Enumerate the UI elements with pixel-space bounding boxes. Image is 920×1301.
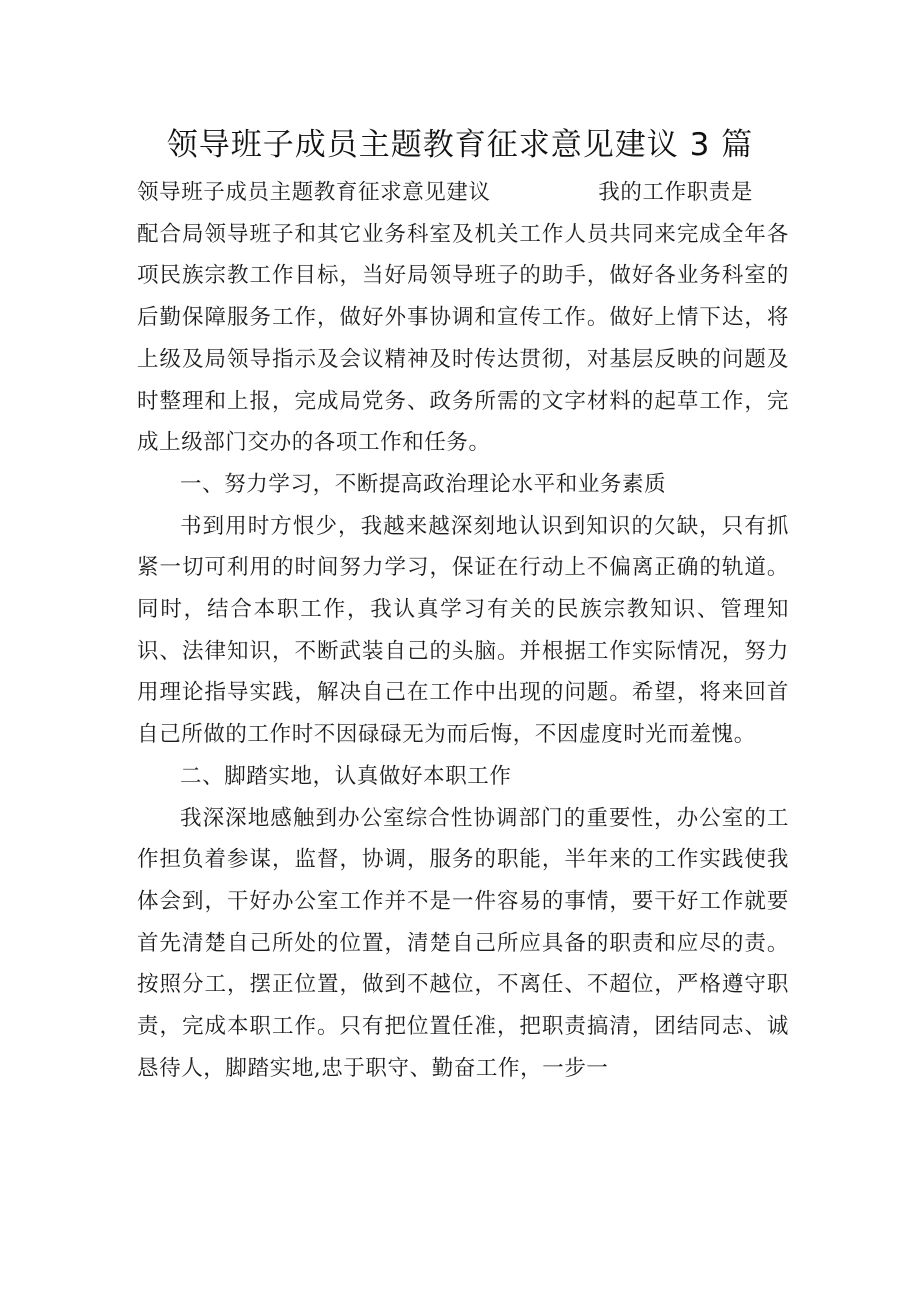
lead-line (137, 172, 789, 214)
section-heading-work: 二、脚踏实地，认真做好本职工作 (180, 763, 512, 789)
document-title: 领导班子成员主题教育征求意见建议 3 篇 (166, 127, 754, 163)
paragraph-duties: 配合局领导班子和其它业务科室及机关工作人员共同来完成全年各项民族宗教工作目标，当好局领导班子的助手，做好各业务科室的后勤保障服务工作，做好外事协调和宣传工作。做好上情下达，将上级及局领导指示及会议精神及时传达贯彻，对基层反映的问题及时整理和上报，完成局党务、政务所需的文字材料的起草工作，完成上级部门交办的各项工作和任务。 (137, 221, 789, 456)
section-heading-study: 一、努力学习，不断提高政治理论水平和业务素质 (180, 471, 667, 497)
lead-line-left: 领导班子成员主题教育征求意见建议 (137, 180, 491, 205)
paragraph-study: 书到用时方恨少，我越来越深刻地认识到知识的欠缺，只有抓紧一切可利用的时间努力学习，保证在行动上不偏离正确的轨道。同时，结合本职工作，我认真学习有关的民族宗教知识、管理知识、法律知识，不断武装自己的头脑。并根据工作实际情况，努力用理论指导实践，解决自己在工作中出现的问题。希望，将来回首自己所做的工作时不因碌碌无为而后悔，不因虚度时光而羞愧。 (137, 513, 789, 748)
paragraph-work: 我深深地感触到办公室综合性协调部门的重要性，办公室的工作担负着参谋，监督，协调，服务的职能，半年来的工作实践使我体会到，干好办公室工作并不是一件容易的事情，要干好工作就要首先清楚自己所处的位置，清楚自己所应具备的职责和应尽的责。按照分工，摆正位置，做到不越位，不离任、不超位，严格遵守职责，完成本职工作。只有把位置任准，把职责搞清，团结同志、诚恳待人，脚踏实地,忠于职守、勤奋工作，一步一 (137, 805, 789, 1081)
lead-line-right: 我的工作职责是 (598, 180, 753, 205)
document-body (137, 172, 789, 1089)
